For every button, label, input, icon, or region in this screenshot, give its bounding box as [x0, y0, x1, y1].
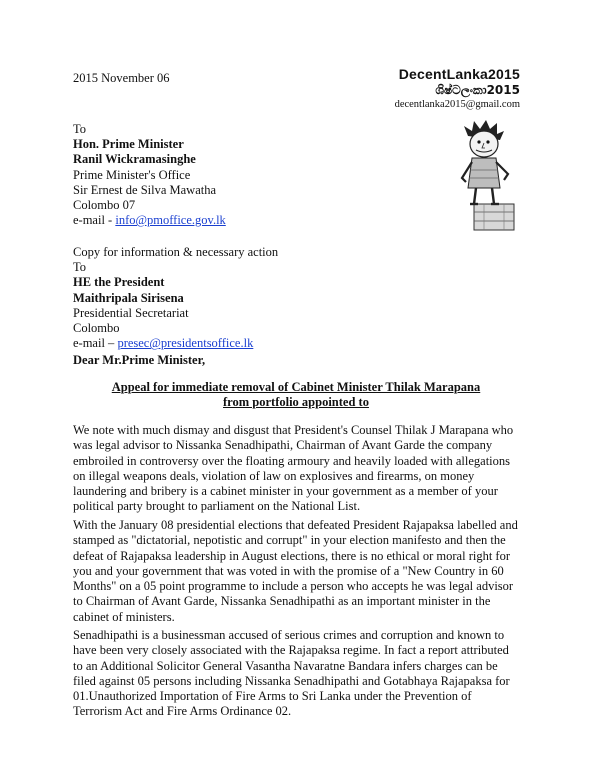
- body-paragraph-2: With the January 08 presidential elections that defeated President Rajapaksa labelled and stamped as "dictatorial, nepotistic and corrupt" in your election manifesto and then the defeat of Rajapaksa leadership in August elections, there is no ethical or moral right for you and your government that was voted in with the promise of a "New Country in 60 Months" on a 05 point programme to include a person who accepts he was legal advisor to Chairman of Avant Garde, Nissanka Senadhipathi as an important minister in the cabinet of ministers.: [73, 518, 518, 624]
- sender-email: decentlanka2015@gmail.com: [394, 99, 520, 110]
- salutation: Dear Mr.Prime Minister,: [73, 353, 206, 367]
- sender-header: [395, 66, 520, 110]
- copy-email-line: [73, 336, 278, 351]
- copy-name: Maithripala Sirisena: [73, 290, 184, 305]
- recipient-city: Colombo 07: [73, 198, 136, 213]
- recipient-to-label: To: [73, 122, 87, 136]
- sender-name: DecentLanka2015: [398, 66, 520, 82]
- recipient-street: Sir Ernest de Silva Mawatha: [73, 182, 217, 197]
- copy-city: Colombo: [73, 321, 120, 336]
- recipient-email-line: [73, 213, 226, 228]
- copy-block: [73, 245, 278, 351]
- body-paragraph-3: Senadhipathi is a businessman accused of serious crimes and corruption and known to have been very closely associated with the Rajapaksa regime. In fact a report attributed to an Additional Solicitor General Vasantha Navaratne Bandara infers charges can be filed against 05 persons including Nissanka Senadhipathi and Gotabhaya Rajapaksa for 01.Unauthorized Importation of Fire Arms to Sri Lanka under the Prevention of Terrorism Act and Fire Arms Ordinance 02.: [73, 628, 510, 719]
- cartoon-man-illustration: [452, 118, 538, 234]
- recipient-email-label: e-mail -: [73, 213, 113, 228]
- letter-date: 2015 November 06: [73, 71, 170, 85]
- recipient-office: Prime Minister's Office: [73, 167, 191, 182]
- recipient-name: Ranil Wickramasinghe: [73, 152, 196, 167]
- copy-office: Presidential Secretariat: [73, 305, 189, 320]
- subject-line-1: Appeal for immediate removal of Cabinet Minister Thilak Marapana: [111, 380, 481, 394]
- recipient-email-link[interactable]: info@pmoffice.gov.lk: [115, 213, 226, 228]
- copy-to-label: To: [73, 260, 87, 275]
- copy-email-link[interactable]: presec@presidentsoffice.lk: [117, 336, 254, 351]
- subject-line-2: from portfolio appointed to: [223, 395, 369, 409]
- copy-title: HE the President: [73, 275, 165, 290]
- subject-heading: [73, 380, 519, 410]
- recipient-title: Hon. Prime Minister: [73, 137, 184, 152]
- body-paragraph-1: We note with much dismay and disgust that President's Counsel Thilak J Marapana who was legal advisor to Nissanka Senadhipathi, Chairman of Avant Garde the company embroiled in controversy over the floating armoury and heavily loaded with allegations on illegal weapons deals, violation of law on explosives and firearms, on money laundering and bribery is a cabinet minister in your government as a member of your political party brought to parliament on the National List.: [73, 423, 514, 514]
- copy-email-label: e-mail –: [73, 336, 115, 351]
- recipient-block: [73, 122, 226, 228]
- sender-name-sinhala: ශිෂ්ටලංකා2015: [435, 83, 520, 97]
- copy-intro: Copy for information & necessary action: [73, 245, 279, 259]
